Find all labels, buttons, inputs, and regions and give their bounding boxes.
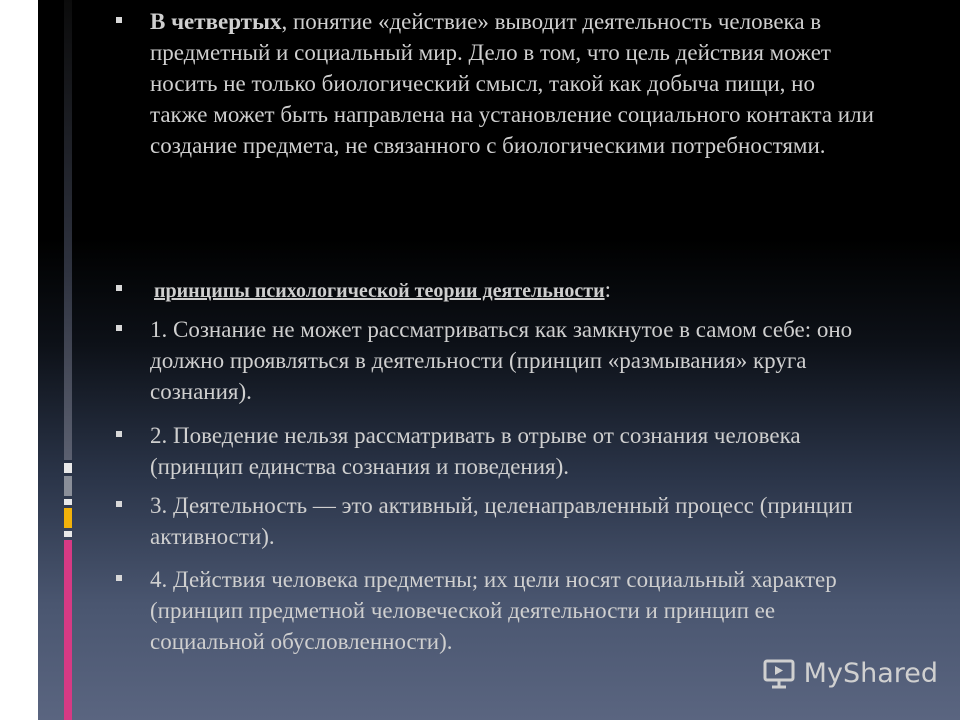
principle-text: 2. Поведение нельзя рассматривать в отрыве от сознания человека (принцип единства сознания и поведения). bbox=[150, 423, 801, 479]
paragraph-fourth bbox=[116, 6, 876, 161]
square-bullet-icon bbox=[116, 17, 122, 23]
paragraph-lead: В четвертых bbox=[150, 9, 282, 34]
paragraph-text: , понятие «действие» выводит деятельность человека в предметный и социальный мир. Дело в том, что цель действия может носить не только биологический смысл, такой как добыча пищи, но также может быть направлена на установление социального контакта или создание предмета, не связанного с биологическими потребностями. bbox=[150, 9, 874, 158]
watermark bbox=[762, 656, 938, 690]
square-bullet-icon bbox=[116, 575, 122, 581]
principles-heading-title: принципы психологической теории деятельности bbox=[154, 280, 605, 302]
accent-bar-pink bbox=[64, 540, 72, 720]
square-bullet-icon bbox=[116, 285, 122, 291]
principles-heading bbox=[116, 274, 876, 307]
accent-bar-white bbox=[64, 463, 72, 473]
accent-bar-white-3 bbox=[64, 531, 72, 537]
principle-text: 1. Сознание не может рассматриваться как замкнутое в самом себе: оно должно проявляться в деятельности (принцип «размывания» круга сознания). bbox=[150, 317, 853, 404]
slide-background bbox=[38, 0, 960, 720]
accent-bar-white-2 bbox=[64, 499, 72, 505]
accent-bar-yellow bbox=[64, 508, 72, 528]
watermark-text: MyShared bbox=[803, 657, 938, 689]
presentation-screen-icon bbox=[762, 656, 796, 690]
accent-bar-gray bbox=[64, 0, 72, 460]
square-bullet-icon bbox=[116, 325, 122, 331]
square-bullet-icon bbox=[116, 431, 122, 437]
list-item bbox=[116, 314, 876, 407]
accent-bar-gray-small bbox=[64, 476, 72, 496]
list-item bbox=[116, 564, 876, 657]
principle-text: 4. Действия человека предметны; их цели носят социальный характер (принцип предметной человеческой деятельности и принцип ее социальной обусловленности). bbox=[150, 567, 837, 654]
square-bullet-icon bbox=[116, 501, 122, 507]
list-item bbox=[116, 420, 876, 482]
principles-heading-colon: : bbox=[604, 277, 611, 302]
list-item bbox=[116, 490, 876, 552]
principle-text: 3. Деятельность — это активный, целенаправленный процесс (принцип активности). bbox=[150, 493, 853, 549]
